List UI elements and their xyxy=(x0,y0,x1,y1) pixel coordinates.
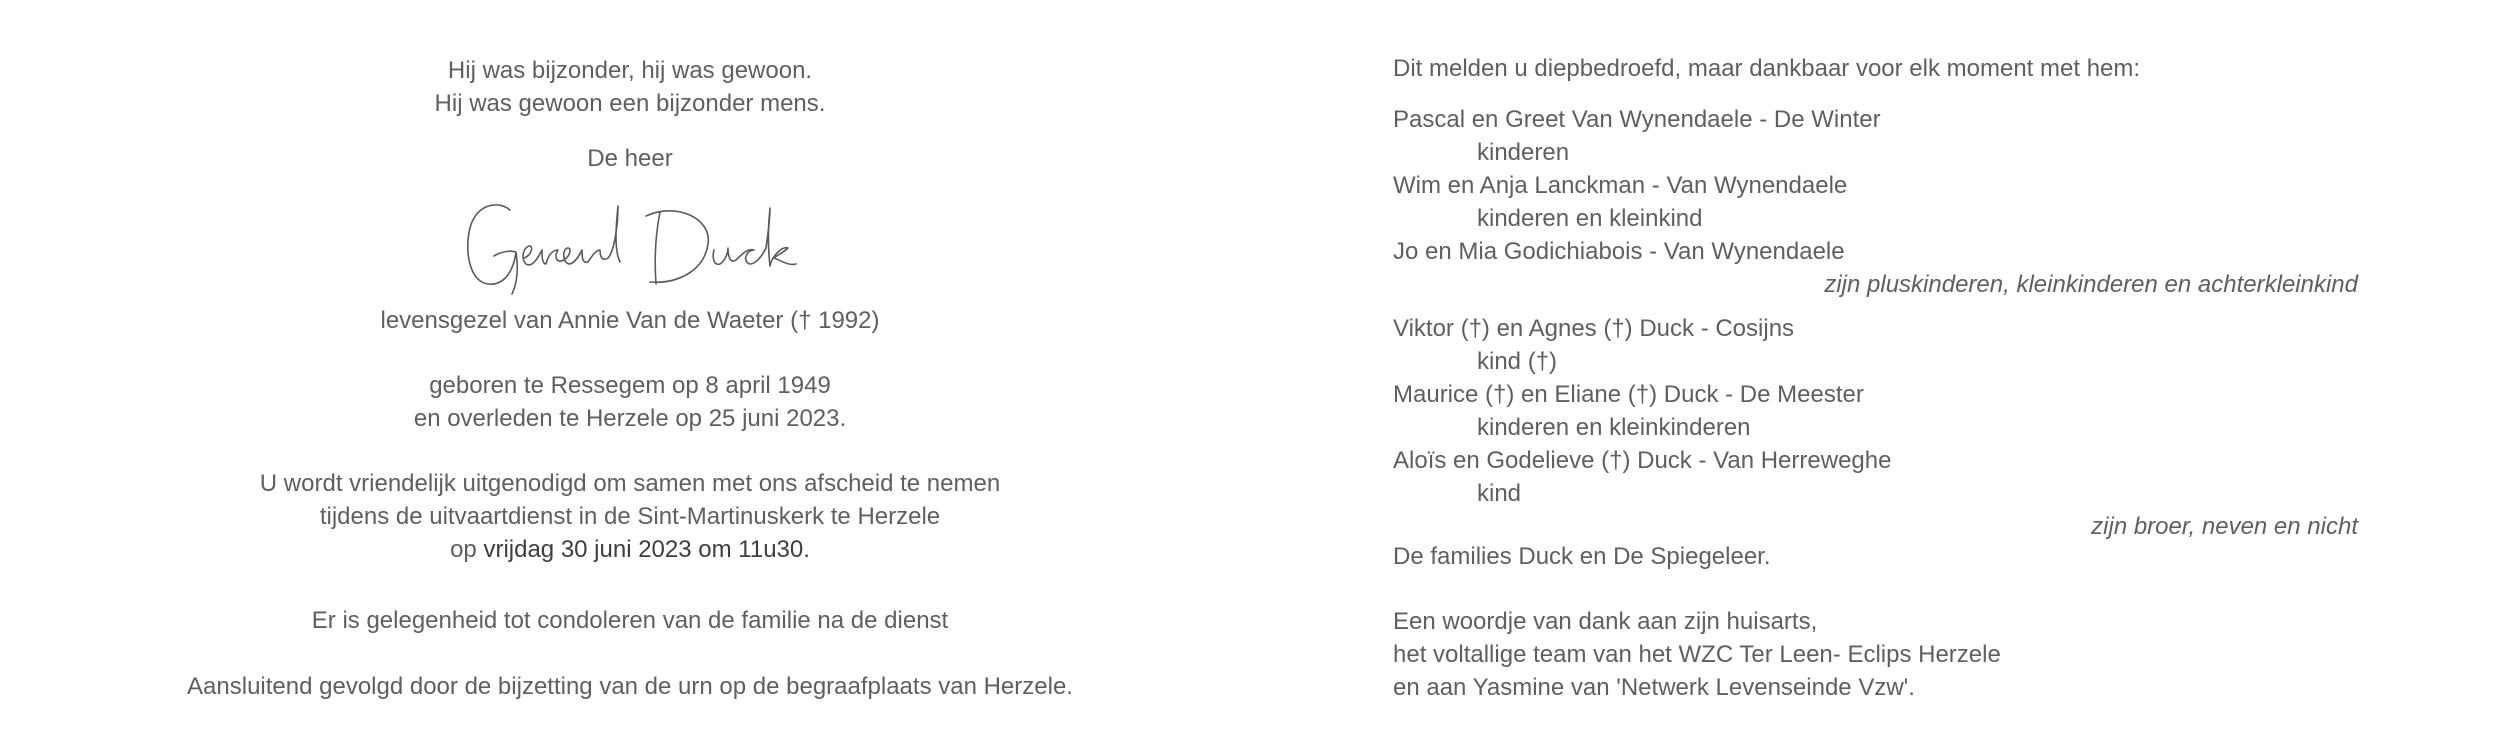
family-line: kinderen en kleinkinderen xyxy=(1477,414,1751,441)
honorific: De heer xyxy=(587,145,673,172)
burial-note: Aansluitend gevolgd door de bijzetting van de urn op de begraafplaats van Herzele. xyxy=(187,673,1073,700)
funeral-invitation xyxy=(120,467,1140,566)
thanks-line-2: het voltallige team van het WZC Ter Leen- Eclips Herzele xyxy=(1393,641,2001,668)
memorial-quote xyxy=(120,54,1140,120)
family-line: Aloïs en Godelieve (†) Duck - Van Herreweghe xyxy=(1393,447,1892,474)
family-line: Jo en Mia Godichiabois - Van Wynendaele xyxy=(1393,238,1845,265)
relation-label: zijn pluskinderen, kleinkinderen en achterkleinkind xyxy=(1824,271,2358,298)
family-group-1 xyxy=(1393,103,2358,301)
family-line: Wim en Anja Lanckman - Van Wynendaele xyxy=(1393,172,1848,199)
signature-drawing xyxy=(450,186,810,306)
thanks-line-1: Een woordje van dank aan zijn huisarts, xyxy=(1393,608,1818,635)
announcement-intro: Dit melden u diepbedroefd, maar dankbaar voor elk moment met hem: xyxy=(1393,55,2141,82)
birth-line: geboren te Ressegem op 8 april 1949 xyxy=(429,372,831,399)
family-line: Maurice (†) en Eliane (†) Duck - De Meester xyxy=(1393,381,1864,408)
family-line: kinderen xyxy=(1477,139,1570,166)
relation-label: zijn broer, neven en nicht xyxy=(2091,513,2358,540)
invite-line-3 xyxy=(120,533,1140,566)
family-line: Pascal en Greet Van Wynendaele - De Winter xyxy=(1393,106,1881,133)
condolence-note: Er is gelegenheid tot condoleren van de familie na de dienst xyxy=(311,607,949,634)
family-line: kind xyxy=(1477,480,1522,507)
families-line: De families Duck en De Spiegeleer. xyxy=(1393,543,1771,570)
family-line: kind (†) xyxy=(1477,348,1558,375)
family-line: Viktor (†) en Agnes (†) Duck - Cosijns xyxy=(1393,315,1795,342)
death-line: en overleden te Herzele op 25 juni 2023. xyxy=(413,405,847,432)
family-line: kinderen en kleinkind xyxy=(1477,205,1703,232)
invite-line-2: tijdens de uitvaartdienst in de Sint-Martinuskerk te Herzele xyxy=(319,503,941,530)
partner-line: levensgezel van Annie Van de Waeter († 1992) xyxy=(380,307,880,334)
thanks-note xyxy=(1393,605,2001,704)
quote-line-1: Hij was bijzonder, hij was gewoon. xyxy=(447,57,813,84)
service-datetime: vrijdag 30 juni 2023 om 11u30. xyxy=(483,536,810,563)
invite-line-1: U wordt vriendelijk uitgenodigd om samen met ons afscheid te nemen xyxy=(259,470,1001,497)
life-dates xyxy=(120,369,1140,435)
quote-line-2: Hij was gewoon een bijzonder mens. xyxy=(434,90,826,117)
invite-prefix: op xyxy=(450,536,484,563)
signature-name xyxy=(120,186,1140,306)
family-group-2 xyxy=(1393,312,2358,543)
thanks-line-3: en aan Yasmine van 'Netwerk Levenseinde Vzw'. xyxy=(1393,674,1915,701)
